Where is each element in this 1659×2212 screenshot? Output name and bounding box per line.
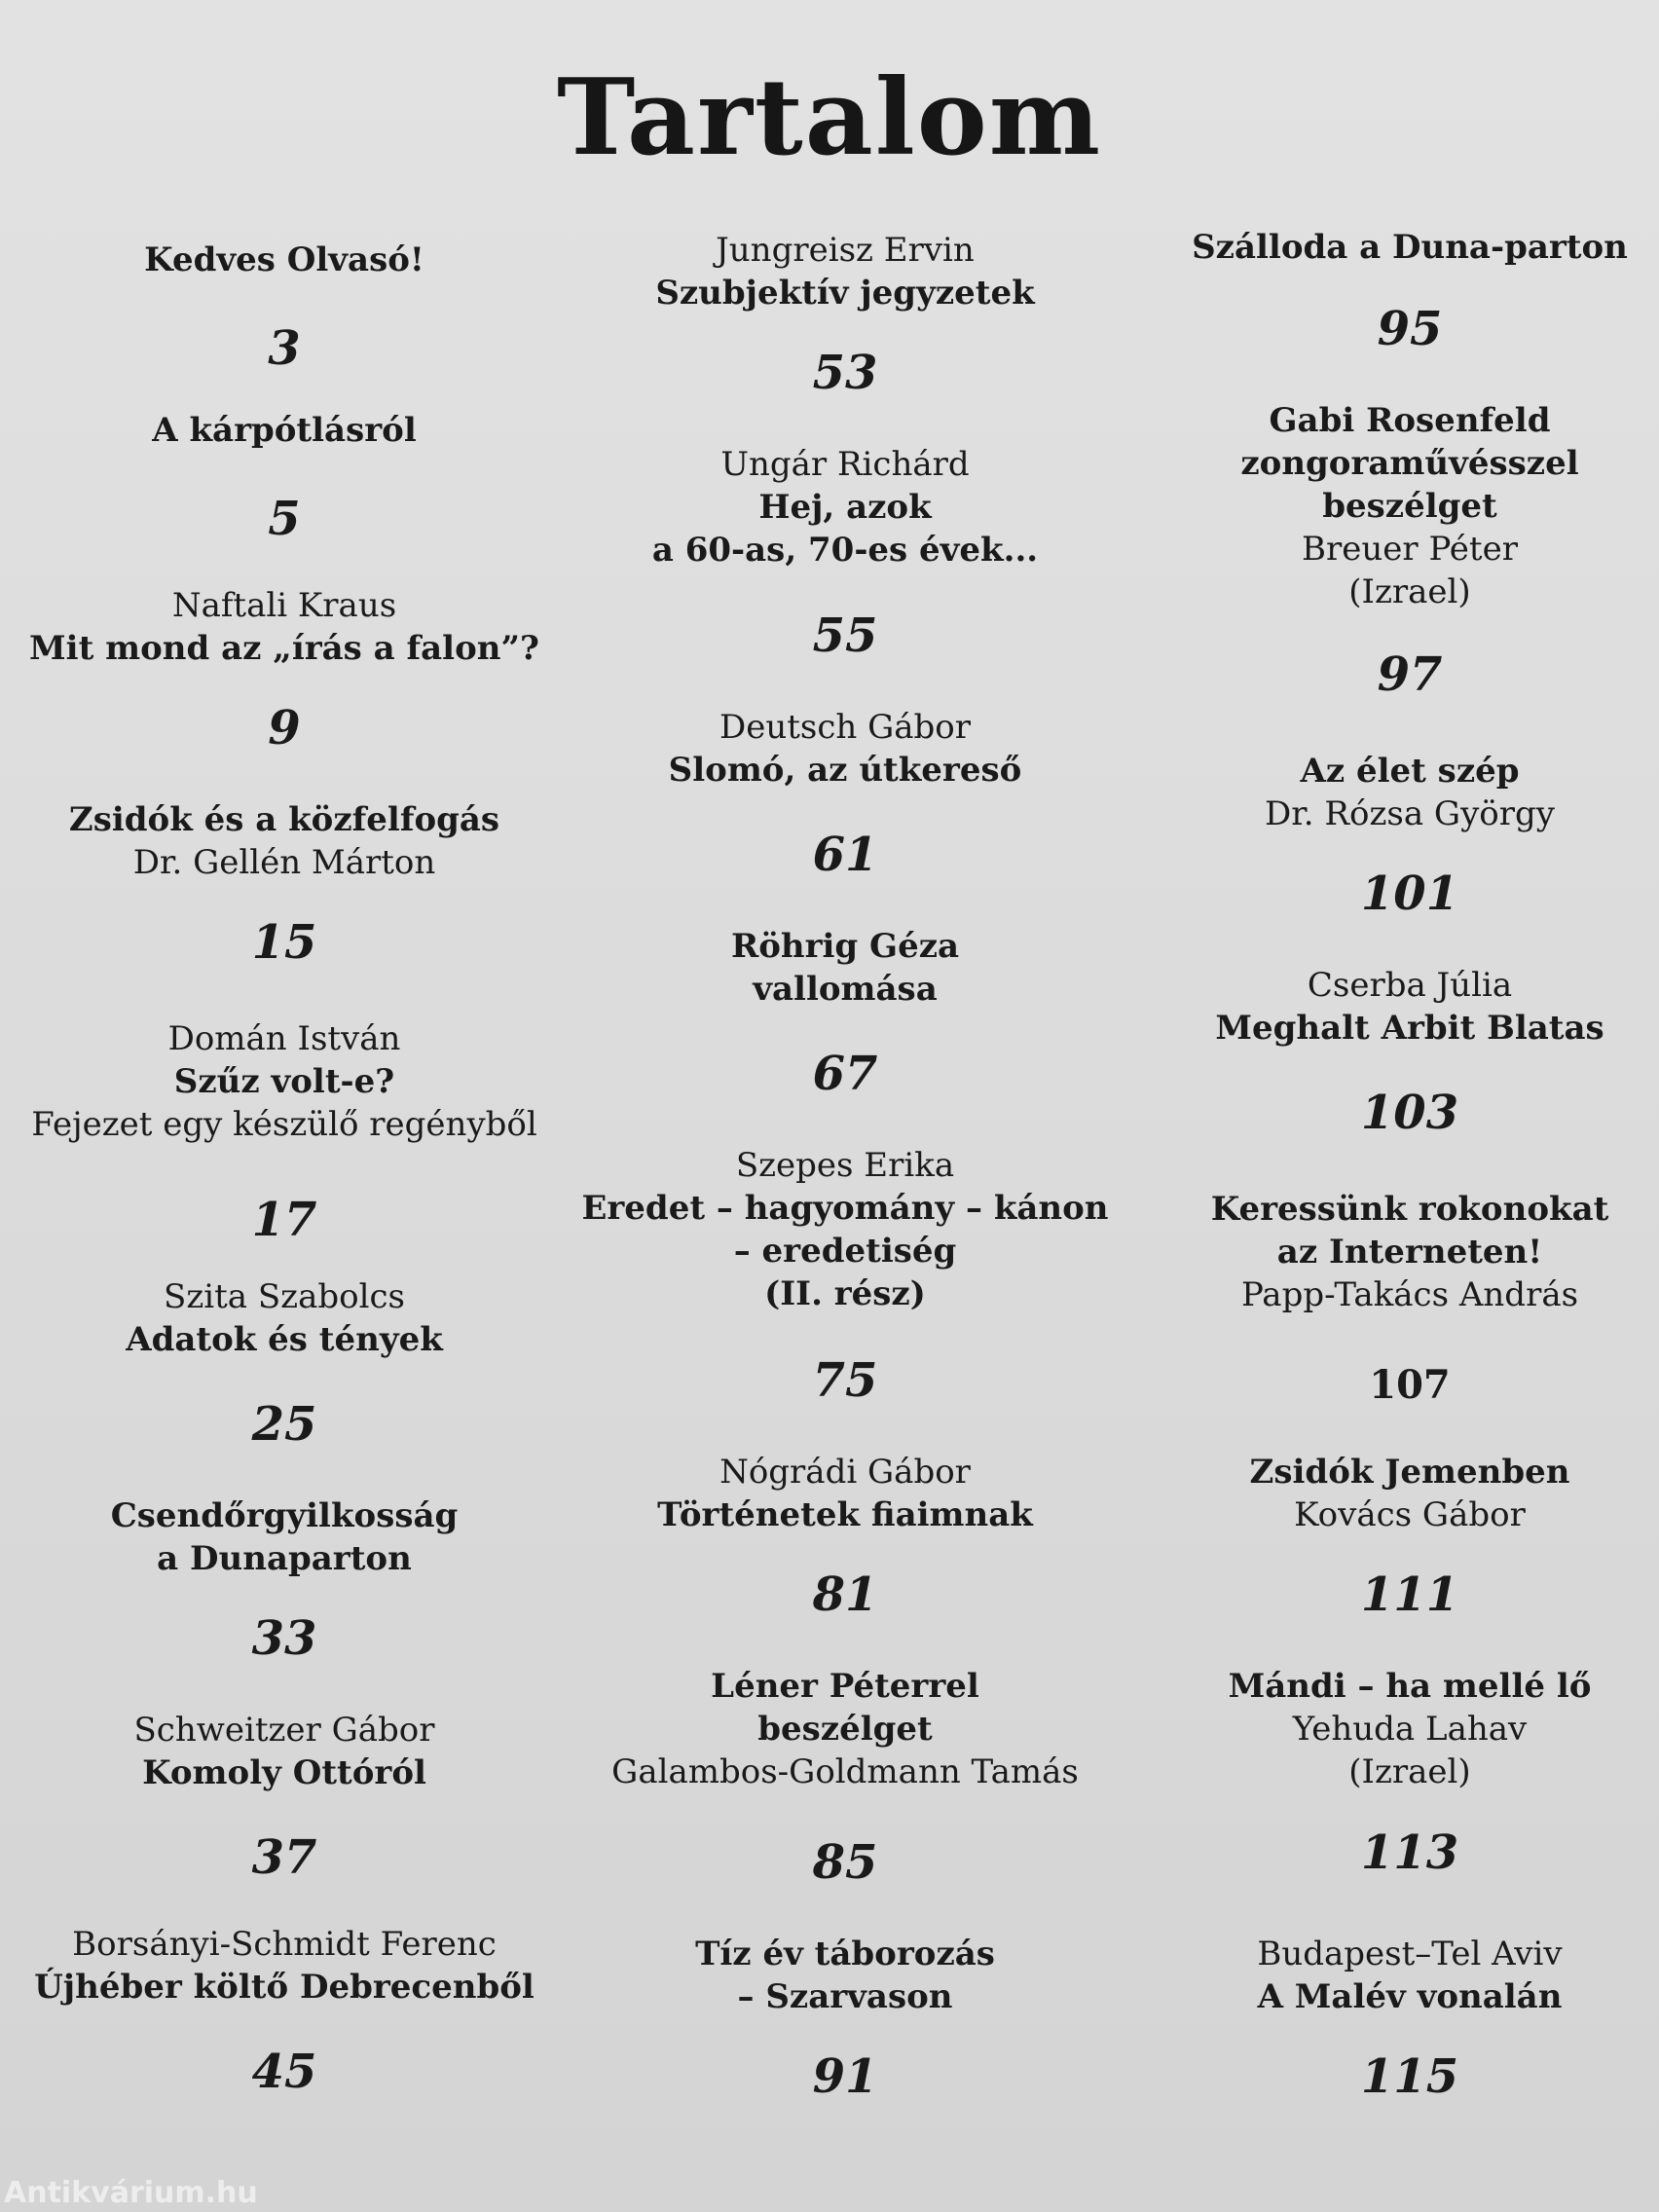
toc-entry-author: Dr. Rózsa György [1265,794,1555,833]
toc-entry-title: (II. rész) [764,1274,926,1313]
toc-page-number: 97 [1377,647,1443,702]
toc-entry-title: Mándi – ha mellé lő [1228,1667,1592,1706]
toc-entry-title: Zsidók és a közfelfogás [68,800,500,839]
toc-entry-title: Szűz volt-e? [173,1062,395,1101]
toc-entry-title: Eredet – hagyomány – kánon [581,1189,1109,1228]
toc-page-number: 95 [1377,302,1443,356]
toc-entry-author: Papp-Takács András [1240,1275,1579,1314]
toc-column-2 [572,0,1118,2212]
toc-entry-author: Borsányi-Schmidt Ferenc [72,1925,497,1964]
toc-entry-author: Nógrádi Gábor [719,1453,971,1492]
toc-page-number: 113 [1360,1825,1459,1880]
toc-page-number: 55 [812,608,878,663]
toc-page-number: 9 [268,701,301,756]
toc-entry-title: beszélget [757,1710,933,1749]
toc-entry-title: Újhéber költő Debrecenből [34,1968,535,2007]
toc-entry-title: Mit mond az „írás a falon”? [29,629,539,668]
toc-entry-author: Kovács Gábor [1294,1495,1526,1534]
toc-entry-title: – eredetiség [733,1232,957,1271]
toc-entry-author: (Izrael) [1348,1752,1471,1791]
toc-entry-author: Schweitzer Gábor [133,1711,435,1750]
toc-column-3 [1137,0,1659,2212]
toc-entry-author: Jungreisz Ervin [716,231,975,270]
toc-entry-title: zongoraművésszel [1240,444,1579,483]
toc-page-number: 85 [812,1835,878,1890]
toc-page-number: 33 [251,1611,317,1666]
toc-page-number: 81 [812,1567,878,1622]
toc-page-number: 115 [1360,2049,1459,2104]
toc-page-number: 91 [812,2049,878,2104]
toc-entry-title: vallomása [753,970,938,1009]
toc-entry-title: Kedves Olvasó! [144,240,424,279]
toc-page-number: 61 [812,828,878,882]
toc-entry-title: a 60-as, 70-es évek... [651,531,1039,570]
toc-entry-title: – Szarvason [737,1977,953,2016]
toc-entry-author: Szita Szabolcs [164,1277,405,1316]
toc-entry-author: Yehuda Lahav [1292,1710,1528,1749]
toc-entry-title: Meghalt Arbit Blatas [1215,1009,1604,1048]
toc-page-number: 101 [1360,866,1459,921]
toc-entry-title: Az élet szép [1300,752,1520,791]
toc-page-number: 3 [268,321,301,376]
toc-entry-title: Történetek fiaimnak [657,1495,1033,1534]
toc-page-number: 15 [251,915,317,970]
toc-entry-title: a Dunaparton [157,1539,412,1578]
toc-entry-author: Breuer Péter [1302,530,1518,569]
toc-page-number: 103 [1360,1086,1459,1140]
toc-entry-title: Csendőrgyilkosság [110,1496,459,1535]
toc-page-number: 53 [812,346,878,400]
toc-entry-author: Ungár Richárd [720,445,970,484]
toc-page-number: 107 [1369,1362,1451,1408]
toc-page-number: 45 [251,2045,317,2099]
toc-entry-author: (Izrael) [1348,572,1471,611]
toc-entry-title: Zsidók Jemenben [1249,1453,1570,1492]
toc-page-number: 25 [251,1397,317,1452]
toc-entry-title: Szálloda a Duna-parton [1192,228,1628,267]
toc-page-number: 17 [251,1193,317,1247]
toc-page-number: 75 [812,1353,878,1408]
toc-entry-author: Budapest–Tel Aviv [1257,1935,1563,1973]
toc-column-1 [12,0,557,2212]
toc-entry-title: Hej, azok [758,488,932,527]
toc-entry-title: Keressünk rokonokat [1210,1190,1609,1229]
toc-entry-title: Léner Péterrel [711,1667,979,1706]
toc-page-number: 67 [812,1047,878,1101]
toc-entry-title: az Interneten! [1276,1233,1543,1272]
toc-entry-title: A kárpótlásról [152,411,417,450]
toc-page-number: 111 [1360,1567,1459,1622]
toc-entry-title: Tíz év táborozás [695,1935,995,1973]
toc-entry-title: Adatok és tények [126,1320,443,1359]
toc-entry-title: A Malév vonalán [1257,1977,1563,2016]
page-title: Tartalom [556,56,1103,179]
toc-entry-author: Naftali Kraus [171,586,397,625]
toc-entry-title: Szubjektív jegyzetek [655,274,1035,313]
toc-entry-author: Fejezet egy készülő regényből [31,1105,537,1144]
toc-page-number: 37 [251,1830,317,1885]
toc-entry-author: Szepes Erika [735,1146,955,1185]
watermark: Antikvárium.hu [4,2176,258,2210]
toc-page-number: 5 [268,492,301,546]
toc-entry-author: Cserba Júlia [1307,966,1513,1005]
toc-entry-author: Domán István [167,1019,401,1058]
toc-entry-title: Röhrig Géza [730,927,960,966]
toc-entry-author: Galambos-Goldmann Tamás [611,1752,1079,1791]
toc-entry-title: Komoly Ottóról [142,1753,426,1792]
toc-entry-title: beszélget [1322,487,1497,526]
toc-entry-title: Gabi Rosenfeld [1269,401,1551,440]
toc-entry-author: Deutsch Gábor [719,708,972,747]
toc-entry-author: Dr. Gellén Márton [132,843,436,882]
toc-entry-title: Slomó, az útkereső [668,751,1022,790]
